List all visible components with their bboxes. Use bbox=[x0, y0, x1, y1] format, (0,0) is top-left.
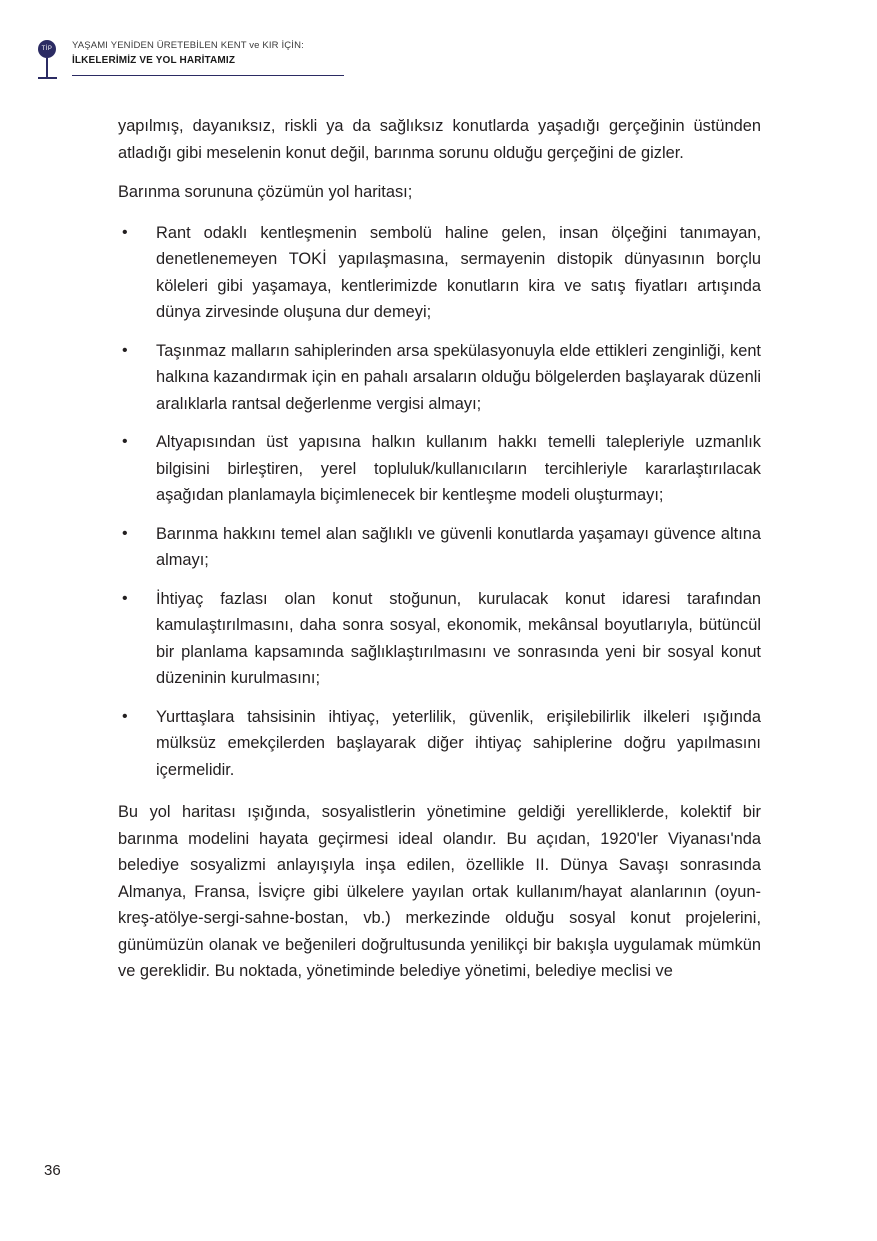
list-item-text: Rant odaklı kentleşmenin sembolü haline gelen, insan ölçeğini tanımayan, denetlenemeyen TOKİ yapılaşmasına, sermayenin distopik dünyasının borçlu köleleri gibi yaşamaya, kentlerimizde konutların kira ve satış fiyatları artışında dünya zirvesinde oluşuna dur demeyi; bbox=[156, 223, 761, 321]
bullet-marker-icon: • bbox=[122, 707, 128, 725]
list-item-text: Altyapısından üst yapısına halkın kullanım hakkı temelli talepleriyle uzmanlık bilgisini birleştiren, yerel topluluk/kullanıcıların tercihleriyle kararlaştırılacak aşağıdan planlamayla biçimlenecek bir kentleşme modeli oluşturmayı; bbox=[156, 433, 761, 504]
bullet-marker-icon: • bbox=[122, 223, 128, 241]
paragraph-closing: Bu yol haritası ışığında, sosyalistlerin yönetimine geldiği yerelliklerde, kolektif bir barınma modelini hayata geçirmesi ideal olandır. Bu açıdan, 1920'ler Viyanası'nda belediye sosyalizmi anlayışıyla inşa edilen, özellikle II. Dünya Savaşı sonrasında Almanya, Fransa, İsviçre gibi ülkelere yayılan ortak kullanım/hayat alanlarının (oyun-kreş-atölye-sergi-sahne-bostan, vb.) merkezinde olduğu sosyal konut projelerini, günümüzün olanak ve beğenileri doğrultusunda yenilikçi bir bakışla uygulamak mümkün ve gereklidir. Bu noktada, yönetiminde belediye yönetimi, belediye meclisi ve bbox=[118, 803, 761, 980]
list-item bbox=[118, 220, 761, 326]
list-item-text: Barınma hakkını temel alan sağlıklı ve güvenli konutlarda yaşamayı güvence altına almayı; bbox=[156, 524, 761, 569]
bullet-marker-icon: • bbox=[122, 589, 128, 607]
list-item bbox=[118, 704, 761, 784]
page-number: 36 bbox=[44, 1162, 61, 1179]
header-title-line-2: İLKELERİMİZ VE YOL HARİTAMIZ bbox=[72, 55, 236, 66]
paragraph-continued: yapılmış, dayanıksız, riskli ya da sağlıksız konutlarda yaşadığı gerçeğinin üstünden atladığı gibi meselenin konut değil, barınma sorunu olduğu gerçeğini de gizler. bbox=[118, 117, 761, 162]
page-header bbox=[38, 38, 348, 78]
logo-foot bbox=[38, 77, 57, 79]
list-item-text: Yurttaşlara tahsisinin ihtiyaç, yeterlilik, güvenlik, erişilebilirlik ilkeleri ışığında mülksüz emekçilerden başlayarak diğer ihtiyaç sahiplerine doğru yapılmasını içermelidir. bbox=[156, 707, 761, 779]
paragraph-lead-in: Barınma sorununa çözümün yol haritası; bbox=[118, 183, 413, 201]
list-item-text: İhtiyaç fazlası olan konut stoğunun, kurulacak konut idaresi tarafından kamulaştırılmasını, daha sonra sosyal, ekonomik, mekânsal boyutlarıyla, bütüncül bir planlama kapsamında sağlıklaştırılmasını ve sonrasında yeni bir sosyal konut düzeninin kurulmasını; bbox=[156, 589, 761, 687]
bullet-marker-icon: • bbox=[122, 341, 128, 359]
header-title-block bbox=[72, 38, 344, 76]
list-item-text: Taşınmaz malların sahiplerinden arsa spekülasyonuyla elde ettikleri zenginliği, kent halkına kazandırmak için en pahalı arsaların olduğu bölgelerden başlayarak düzenli aralıklarla rantsal değerlenme vergisi almayı; bbox=[156, 341, 762, 413]
list-item bbox=[118, 586, 761, 692]
roadmap-bullet-list bbox=[118, 220, 761, 784]
list-item bbox=[118, 521, 761, 574]
party-logo bbox=[38, 40, 64, 78]
bullet-marker-icon: • bbox=[122, 433, 128, 450]
logo-badge: TİP bbox=[38, 40, 56, 58]
page-content bbox=[118, 113, 761, 985]
list-item bbox=[118, 338, 761, 418]
list-item bbox=[118, 429, 761, 509]
header-title-line-1: YAŞAMI YENİDEN ÜRETEBİLEN KENT ve KIR İÇİN: bbox=[72, 40, 304, 51]
bullet-marker-icon: • bbox=[122, 524, 128, 542]
logo-stem bbox=[46, 58, 48, 78]
